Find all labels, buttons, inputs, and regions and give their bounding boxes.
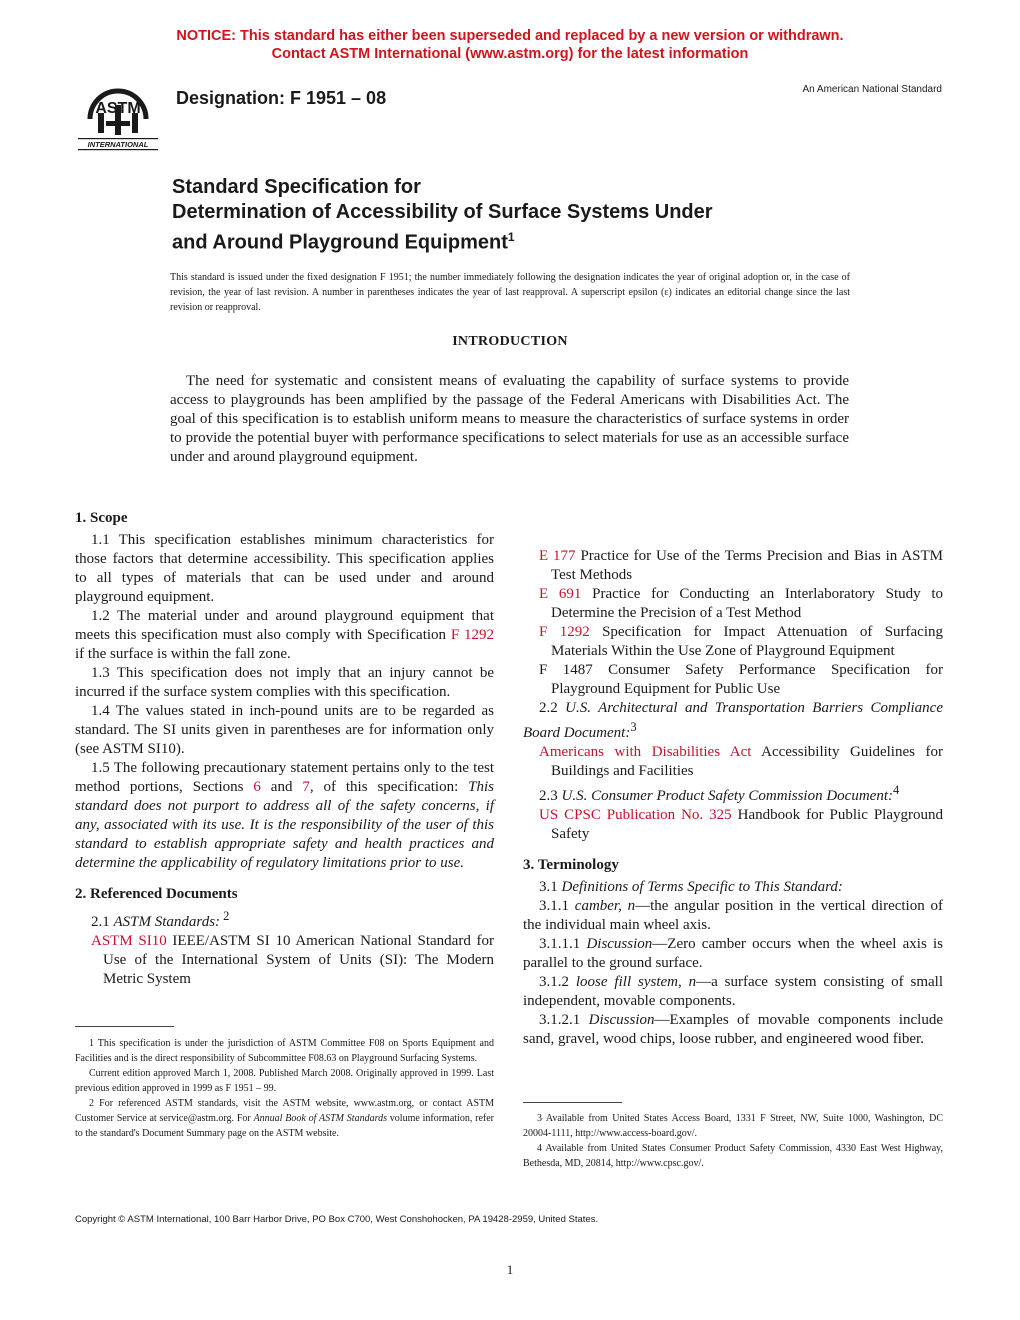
term-3-1-1-1: 3.1.1.1 Discussion—Zero camber occurs when the wheel axis is parallel to the ground surface.	[523, 936, 943, 971]
footnote-rule-right	[523, 1102, 622, 1103]
notice-line-1: NOTICE: This standard has either been superseded and replaced by a new version or withdrawn.	[176, 28, 844, 44]
e177-link[interactable]: E 177	[539, 548, 576, 564]
ref-si10: ASTM SI10 IEEE/ASTM SI 10 American National Standard for Use of the International System of Units (SI): The Modern Metric System	[91, 933, 495, 987]
logo-subtext: INTERNATIONAL	[87, 140, 149, 149]
logo-text: ASTM	[95, 100, 141, 117]
footnotes-left	[75, 1036, 494, 1141]
title-line-1: Standard Specification for	[172, 176, 421, 198]
document-title	[172, 175, 912, 256]
terminology-heading: 3. Terminology	[523, 857, 619, 873]
ref-e177: E 177 Practice for Use of the Terms Precision and Bias in ASTM Test Methods	[539, 548, 943, 583]
left-column	[75, 509, 494, 989]
introduction-heading: INTRODUCTION	[452, 334, 568, 349]
ref-2-2: 2.2 U.S. Architectural and Transportation Barriers Compliance Board Document:$^3$	[523, 700, 944, 741]
footnote-2: 2 For referenced ASTM standards, visit the ASTM website, www.astm.org, or contact ASTM Customer Service at service@astm.org. For Annual Book of ASTM Standards volume information, refer to the standard's Document Summary page on the ASTM website.	[75, 1098, 494, 1139]
section-7-link[interactable]: 7	[302, 779, 310, 795]
scope-1-3: 1.3 This specification does not imply that an injury cannot be incurred if the surface system complies with this specification.	[75, 665, 494, 700]
term-3-1-1: 3.1.1 camber, n—the angular position in the vertical direction of the individual main wheel axis.	[523, 898, 943, 933]
footnote-1: 1 This specification is under the jurisdiction of ASTM Committee F08 on Sports Equipment and Facilities and is the direct responsibility of Subcommittee F08.63 on Playground Surfacing Systems.	[75, 1038, 494, 1064]
term-3-1-2: 3.1.2 loose fill system, n—a surface system consisting of small independent, movable components.	[523, 974, 943, 1009]
national-standard-label: An American National Standard	[802, 84, 942, 95]
section-6-link[interactable]: 6	[253, 779, 261, 795]
footnote-3: 3 Available from United States Access Board, 1331 F Street, NW, Suite 1000, Washington, DC 20004-1111, http://www.access-board.gov/.	[523, 1113, 943, 1139]
footnote-rule-left	[75, 1026, 174, 1027]
e691-link[interactable]: E 691	[539, 586, 582, 602]
cpsc-link[interactable]: US CPSC Publication No. 325	[539, 807, 732, 823]
f1292-ref-link[interactable]: F 1292	[539, 624, 590, 640]
title-line-3: and Around Playground Equipment	[172, 231, 508, 254]
ref-ada: Americans with Disabilities Act Accessibility Guidelines for Buildings and Facilities	[539, 744, 943, 779]
footnote-1b: Current edition approved March 1, 2008. Published March 2008. Originally approved in 1999. Last previous edition approved in 1999 as F 1951 – 99.	[75, 1068, 494, 1094]
title-line-2: Determination of Accessibility of Surface Systems Under	[172, 201, 713, 223]
f1292-link[interactable]: F 1292	[450, 627, 494, 643]
title-footnote-mark: 1	[507, 230, 515, 244]
introduction-text: The need for systematic and consistent means of evaluating the capability of surface systems to provide access to playgrounds has been amplified by the passage of the Federal Americans with Disabilities Act. The goal of this specification is to establish uniform means to measure the characteristics of surface systems in order to provide the potential buyer with performance specifications to select materials for use as an accessible surface under and around playground equipment.	[170, 373, 849, 465]
scope-1-5: 1.5 The following precautionary statement pertains only to the test method portions, Sections 6 and 7, of this specification: This standard does not purport to address all of the safety concerns, if any, associated with its use. It is the responsibility of the user of this standard to establish appropriate safety and health practices and determine the applicability of regulatory limitations prior to use.	[75, 760, 494, 871]
si10-link[interactable]: ASTM SI10	[91, 933, 167, 949]
copyright-line: Copyright © ASTM International, 100 Barr Harbor Drive, PO Box C700, West Conshohocken, PA 19428-2959, United States.	[75, 1214, 599, 1225]
ref-2-3: 2.3 U.S. Consumer Product Safety Commission Document:$^4$	[539, 783, 900, 804]
scope-1-2: 1.2 The material under and around playground equipment that meets this specification must also comply with Specification F 1292 if the surface is within the fall zone.	[75, 608, 494, 662]
ref-2-1: 2.1 ASTM Standards: $^2$	[91, 909, 230, 930]
scope-heading: 1. Scope	[75, 510, 128, 526]
term-3-1: 3.1 Definitions of Terms Specific to This Standard:	[539, 879, 843, 895]
ref-f1487: F 1487 Consumer Safety Performance Specification for Playground Equipment for Public Use	[539, 662, 943, 697]
designation: Designation: F 1951 – 08	[176, 88, 387, 108]
astm-logo	[76, 75, 160, 151]
safety-caveat: This standard does not purport to address all of the safety concerns, if any, associated with its use. It is the responsibility of the user of this standard to establish appropriate safety and health practices and determine the applicability of regulatory limitations prior to use.	[75, 779, 494, 871]
ada-link[interactable]: Americans with Disabilities Act	[539, 744, 752, 760]
right-column	[523, 509, 943, 1049]
scope-1-4: 1.4 The values stated in inch-pound units are to be regarded as standard. The SI units given in parentheses are for information only (see ASTM SI10).	[75, 703, 494, 757]
notice-line-2: Contact ASTM International (www.astm.org) for the latest information	[271, 46, 749, 62]
ref-f1292: F 1292 Specification for Impact Attenuation of Surfacing Materials Within the Use Zone of Playground Equipment	[539, 624, 944, 659]
footnote-4: 4 Available from United States Consumer Product Safety Commission, 4330 East West Highway, Bethesda, MD, 20814, http://www.cpsc.gov/.	[523, 1143, 943, 1169]
referenced-docs-heading: 2. Referenced Documents	[75, 886, 238, 902]
ref-cpsc: US CPSC Publication No. 325 Handbook for Public Playground Safety	[539, 807, 944, 842]
scope-1-1: 1.1 This specification establishes minimum characteristics for those factors that determine accessibility. This specification applies to all types of materials that can be used under and around playground equipment.	[75, 532, 494, 605]
page-number: 1	[506, 1262, 514, 1277]
withdrawal-notice	[0, 27, 1020, 63]
footnotes-right	[523, 1111, 943, 1171]
issuance-note: This standard is issued under the fixed designation F 1951; the number immediately following the designation indicates the year of original adoption or, in the case of revision, the year of last revision. A number in parentheses indicates the year of last reapproval. A superscript epsilon (ε) indicates an editorial change since the last revision or reapproval.	[170, 272, 850, 313]
ref-e691: E 691 Practice for Conducting an Interlaboratory Study to Determine the Precision of a Test Method	[539, 586, 943, 621]
term-3-1-2-1: 3.1.2.1 Discussion—Examples of movable components include sand, gravel, wood chips, loose rubber, and engineered wood fiber.	[523, 1012, 944, 1047]
